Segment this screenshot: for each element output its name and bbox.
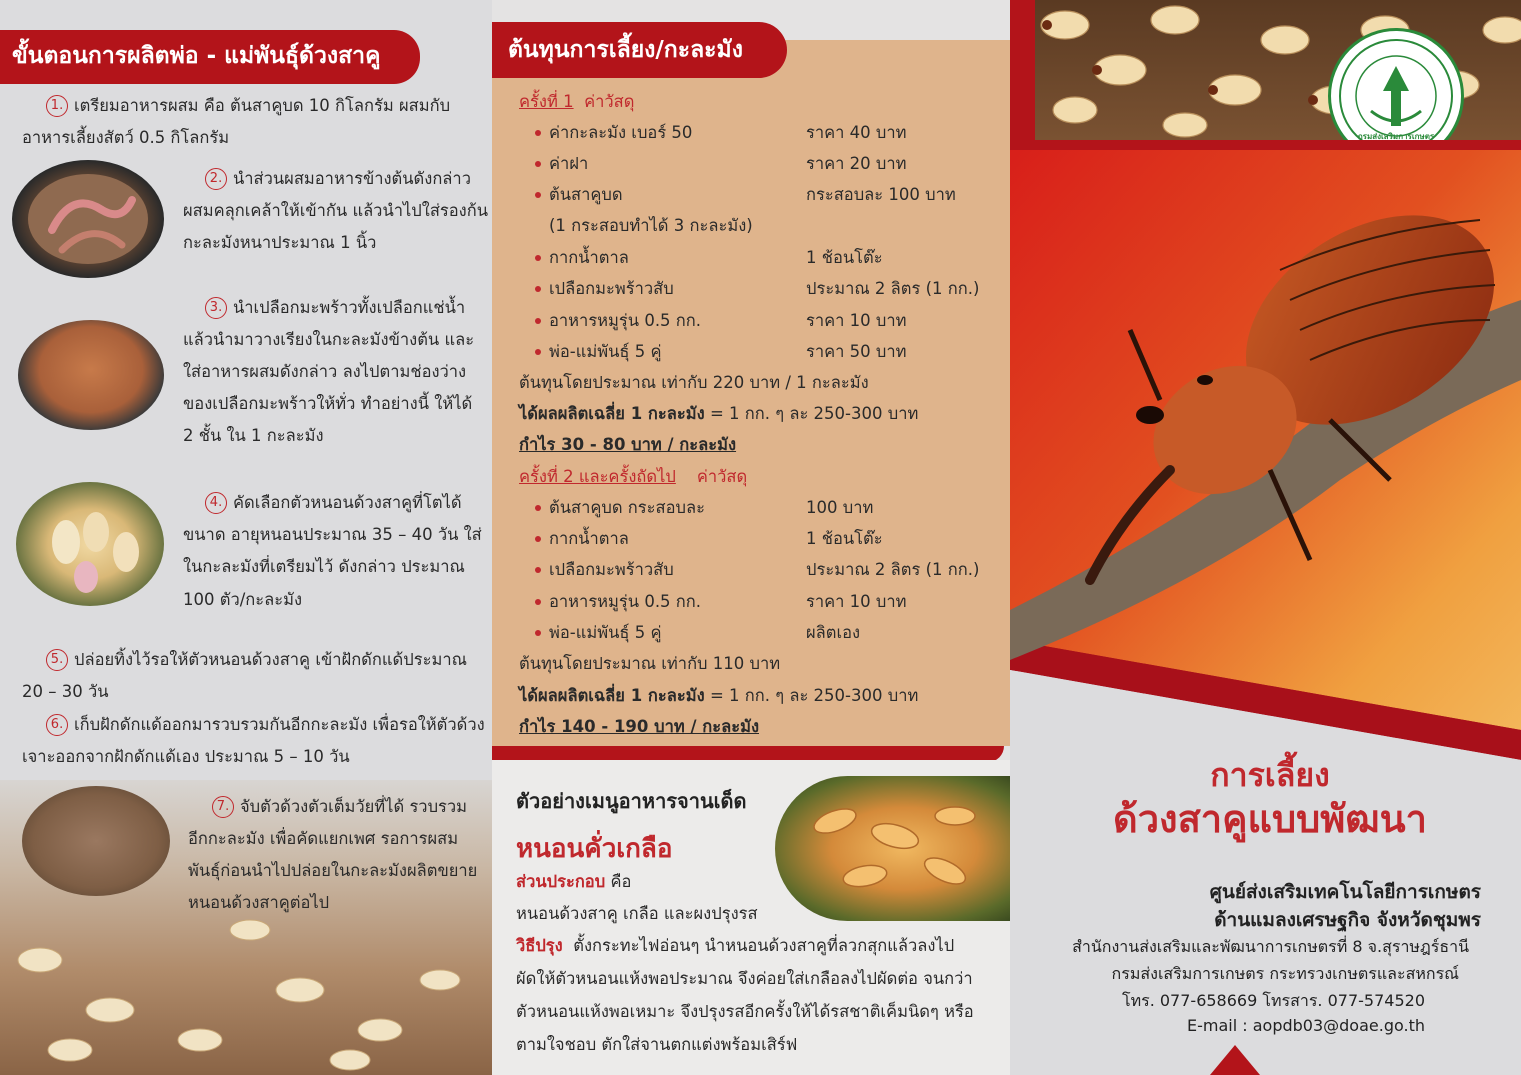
round2-cost: ต้นทุนโดยประมาณ เท่ากับ 110 บาท: [519, 654, 781, 673]
round2-title: [519, 461, 747, 492]
ingredients-text: หนอนด้วงสาคู เกลือ และผงปรุงรส: [516, 904, 758, 923]
item-label: ค่าฝา: [549, 154, 589, 173]
office-line: สำนักงานส่งเสริมและพัฒนาการเกษตรที่ 8 จ.สุราษฎร์ธานี: [1072, 937, 1469, 956]
cover-title-line1: การเลี้ยง: [1210, 756, 1330, 794]
bullet: [535, 192, 541, 198]
step-text: คัดเลือกตัวหนอนด้วงสาคูที่โตได้: [233, 493, 462, 512]
item-price: กระสอบละ 100 บาท: [806, 185, 956, 204]
dish-name: หนอนคั่วเกลือ: [516, 834, 673, 864]
department-line: กรมส่งเสริมการเกษตร กระทรวงเกษตรและสหกรณ์: [1111, 964, 1459, 983]
round1-cost: ต้นทุนโดยประมาณ เท่ากับ 220 บาท / 1 กะละมัง: [519, 373, 869, 392]
production-steps-panel: [0, 0, 492, 1075]
step-text: เก็บฝักดักแด้ออกมารวบรวมกันอีกกะละมัง เพื่อรอให้ตัวด้วง: [74, 715, 485, 734]
bullet: [535, 318, 541, 324]
item-label: พ่อ-แม่พันธุ์ 5 คู่: [549, 342, 662, 361]
step-4: [205, 487, 462, 519]
item-label: เปลือกมะพร้าวสับ: [549, 279, 674, 298]
coconut-husk-photo: [18, 320, 164, 430]
item-price: ราคา 40 บาท: [806, 123, 907, 142]
item-label: พ่อ-แม่พันธุ์ 5 คู่: [549, 623, 662, 642]
step-text: เตรียมอาหารผสม คือ ต้นสาคูบด 10 กิโลกรัม ผสมกับ: [74, 96, 451, 115]
step-number: 3.: [205, 297, 227, 319]
item-label: เปลือกมะพร้าวสับ: [549, 560, 674, 579]
larvae-photo: [16, 482, 164, 606]
item-label: ค่ากะละมัง เบอร์ 50: [549, 123, 693, 142]
step-5-cont: 20 – 30 วัน: [22, 682, 109, 701]
ingredients-label: ส่วนประกอบ: [516, 872, 606, 891]
step-text: จับตัวด้วงตัวเต็มวัยที่ได้ รวบรวม: [240, 797, 468, 816]
step-3-line: 2 ชั้น ใน 1 กะละมัง: [183, 426, 324, 445]
item-label: ต้นสาคูบด: [549, 185, 623, 204]
steps-header: ขั้นตอนการผลิตพ่อ - แม่พันธุ์ด้วงสาคู: [0, 30, 420, 84]
round2-sub: ค่าวัสดุ: [696, 467, 748, 486]
cover-title-line2: ด้วงสาคูแบบพัฒนา: [1113, 797, 1427, 841]
round1-sub: ค่าวัสดุ: [584, 92, 635, 111]
ingredients-heading: [516, 866, 631, 897]
item-price: ราคา 10 บาท: [806, 311, 907, 330]
email-line: E-mail : aopdb03@doae.go.th: [1187, 1016, 1425, 1035]
item-price: ราคา 50 บาท: [806, 342, 907, 361]
step-2-line: กะละมังหนาประมาณ 1 นิ้ว: [183, 233, 377, 252]
item-label: กากน้ำตาล: [549, 529, 629, 548]
menu-title: ตัวอย่างเมนูอาหารจานเด็ด: [516, 789, 747, 813]
ingredients-suffix: คือ: [610, 872, 632, 891]
step-number: 2.: [205, 168, 227, 190]
round2-profit: กำไร 140 - 190 บาท / กะละมัง: [519, 717, 760, 736]
bullet: [535, 349, 541, 355]
item-price: ผลิตเอง: [806, 623, 861, 642]
org-line1: ศูนย์ส่งเสริมเทคโนโลยีการเกษตร: [1209, 881, 1481, 903]
item-label: ต้นสาคูบด กระสอบละ: [549, 498, 705, 517]
step-5: [46, 644, 467, 676]
step-number: 5.: [46, 649, 68, 671]
item-note: (1 กระสอบทำได้ 3 กะละมัง): [549, 216, 753, 235]
round1-profit: กำไร 30 - 80 บาท / กะละมัง: [519, 435, 737, 454]
step-text: นำเปลือกมะพร้าวทั้งเปลือกแช่น้ำ: [233, 298, 466, 317]
bullet: [535, 130, 541, 136]
method-line: [516, 930, 954, 961]
round1-yield: [519, 398, 918, 429]
step-number: 6.: [46, 714, 68, 736]
round2-label: ครั้งที่ 2 และครั้งถัดไป: [519, 467, 676, 486]
step-3-line: ของเปลือกมะพร้าวให้ทั่ว ทำอย่างนี้ ให้ได้: [183, 394, 473, 413]
yield-value: = 1 กก. ๆ ละ 250-300 บาท: [709, 686, 919, 705]
step-7-line: อีกกะละมัง เพื่อคัดแยกเพศ รอการผสม: [188, 829, 459, 848]
step-4-line: ขนาด อายุหนอนประมาณ 35 – 40 วัน ใส่: [183, 525, 482, 544]
mixed-feed-photo: [12, 160, 164, 278]
method-line: ตามใจชอบ ตักใส่จานตกแต่งพร้อมเสิร์ฟ: [516, 1035, 798, 1054]
yield-label: ได้ผลผลิตเฉลี่ย 1 กะละมัง: [519, 404, 705, 423]
adult-beetles-photo: [22, 786, 170, 896]
step-1-cont: อาหารเลี้ยงสัตว์ 0.5 กิโลกรัม: [22, 128, 230, 147]
step-number: 7.: [212, 796, 234, 818]
step-4-line: 100 ตัว/กะละมัง: [183, 590, 303, 609]
step-text: นำส่วนผสมอาหารข้างต้นดังกล่าว: [233, 169, 471, 188]
round1-label: ครั้งที่ 1: [519, 92, 574, 111]
step-1: [46, 90, 450, 122]
item-price: 100 บาท: [806, 498, 874, 517]
cost-panel: [492, 0, 1010, 1075]
step-text: ปล่อยทิ้งไว้รอให้ตัวหนอนด้วงสาคู เข้าฝักดักแด้ประมาณ: [74, 650, 467, 669]
bullet: [535, 536, 541, 542]
item-label: อาหารหมูรุ่น 0.5 กก.: [549, 592, 702, 611]
cover-panel: [1010, 0, 1521, 1075]
item-price: 1 ช้อนโต๊ะ: [806, 248, 883, 267]
item-price: 1 ช้อนโต๊ะ: [806, 529, 883, 548]
fried-grubs-photo: [775, 776, 1010, 921]
method-line: ตัวหนอนแห้งพอเหมาะ จึงปรุงรสอีกครั้งให้ได้รสชาติเค็มนิดๆ หรือ: [516, 1002, 974, 1021]
step-7-line: หนอนด้วงสาคูต่อไป: [188, 893, 330, 912]
step-3-line: แล้วนำมาวางเรียงในกะละมังข้างต้น และ: [183, 330, 475, 349]
item-price: ราคา 10 บาท: [806, 592, 907, 611]
item-label: กากน้ำตาล: [549, 248, 629, 267]
bullet: [535, 567, 541, 573]
step-number: 4.: [205, 492, 227, 514]
item-label: อาหารหมูรุ่น 0.5 กก.: [549, 311, 702, 330]
step-3: [205, 292, 465, 324]
seal-text: กรมส่งเสริมการเกษตร: [1357, 132, 1435, 141]
bullet: [535, 599, 541, 605]
step-7-line: พันธุ์ก่อนนำไปปล่อยในกะละมังผลิตขยาย: [188, 861, 478, 880]
bullet: [535, 161, 541, 167]
bullet: [535, 630, 541, 636]
round1-title: [519, 86, 634, 117]
fried-grubs-image: [775, 776, 1010, 921]
step-3-line: ใส่อาหารผสมดังกล่าว ลงไปตามช่องว่าง: [183, 362, 467, 381]
method-label: วิธีปรุง: [516, 936, 563, 955]
yield-label: ได้ผลผลิตเฉลี่ย 1 กะละมัง: [519, 686, 705, 705]
method-line: ผัดให้ตัวหนอนแห้งพอประมาณ จึงค่อยใส่เกลือลงไปผัดต่อ จนกว่า: [516, 969, 973, 988]
org-line2: ด้านแมลงเศรษฐกิจ จังหวัดชุมพร: [1214, 909, 1481, 931]
cost-header: ต้นทุนการเลี้ยง/กะละมัง: [492, 22, 787, 78]
step-4-line: ในกะละมังที่เตรียมไว้ ดังกล่าว ประมาณ: [183, 557, 465, 576]
step-6: [46, 709, 485, 741]
step-2: [205, 163, 471, 195]
step-number: 1.: [46, 95, 68, 117]
bullet: [535, 255, 541, 261]
step-2-line: ผสมคลุกเคล้าให้เข้ากัน แล้วนำไปใส่รองก้น: [183, 201, 488, 220]
yield-value: = 1 กก. ๆ ละ 250-300 บาท: [709, 404, 919, 423]
bullet: [535, 505, 541, 511]
bullet: [535, 286, 541, 292]
step-6-cont: เจาะออกจากฝักดักแด้เอง ประมาณ 5 – 10 วัน: [22, 747, 350, 766]
method-text: ตั้งกระทะไฟอ่อนๆ นำหนอนด้วงสาคูที่ลวกสุกแล้วลงไป: [573, 936, 955, 955]
grubs-in-bowl-image: [12, 160, 164, 278]
item-price: ราคา 20 บาท: [806, 154, 907, 173]
item-price: ประมาณ 2 ลิตร (1 กก.): [806, 279, 980, 298]
item-price: ประมาณ 2 ลิตร (1 กก.): [806, 560, 980, 579]
step-7: [212, 791, 467, 823]
phone-line: โทร. 077-658669 โทรสาร. 077-574520: [1121, 991, 1425, 1010]
larvae-image: [16, 482, 164, 606]
round2-yield: [519, 680, 918, 711]
